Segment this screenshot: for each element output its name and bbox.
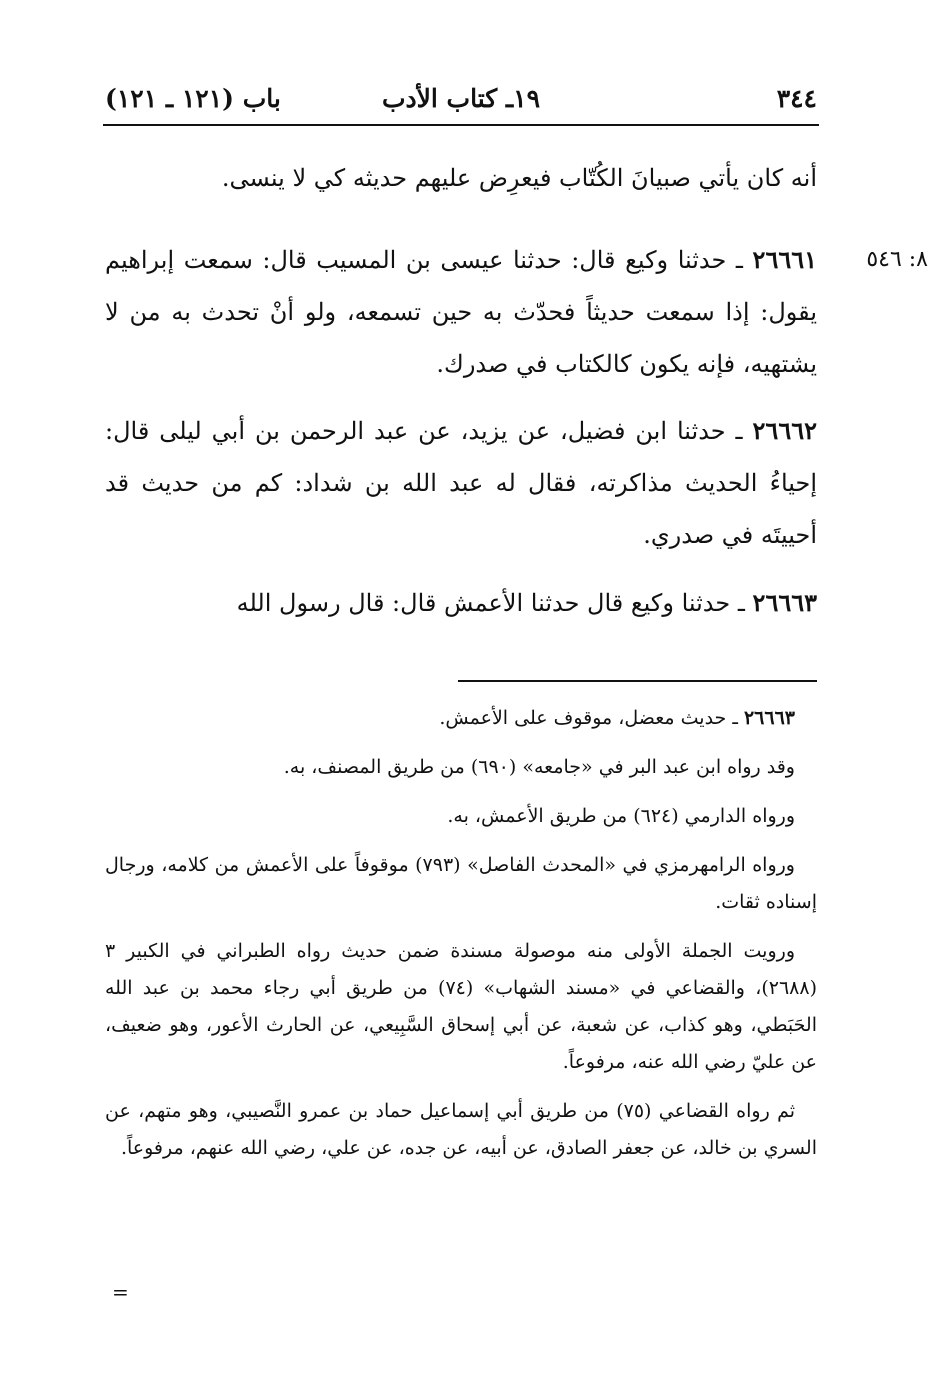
footnote <box>105 700 817 737</box>
footnote-text: ورواه الرامهرمزي في «المحدث الفاصل» (٧٩٣) موقوفاً على الأعمش من كلامه، ورجال إسناده ثقات. <box>105 854 817 913</box>
footnote <box>105 847 817 921</box>
footnote-number: ٢٦٦٦٣ <box>743 707 795 729</box>
footnote-text: ورواه الدارمي (٦٢٤) من طريق الأعمش، به. <box>447 805 795 827</box>
continuation-paragraph <box>105 152 817 204</box>
footnote-text: ورويت الجملة الأولى منه موصولة مسندة ضمن حديث رواه الطبراني في الكبير ٣ (٢٦٨٨)، والقضاعي في «مسند الشهاب» (٧٤) من طريق أبي رجاء محمد بن عبد الله الحَبَطي، وهو كذاب، عن شعبة، عن أبي إسحاق السَّبِيعي، عن الحارث الأعور، وهو ضعيف، عن عليّ رضي الله عنه، مرفوعاً. <box>105 940 817 1073</box>
footnote-text: وقد رواه ابن عبد البر في «جامعه» (٦٩٠) من طريق المصنف، به. <box>283 756 795 778</box>
footnote <box>105 1093 817 1167</box>
continuation-mark: = <box>112 1280 129 1304</box>
hadith-paragraph <box>105 405 817 561</box>
footnote <box>105 798 817 835</box>
book-title: ١٩ـ كتاب الأدب <box>381 84 541 113</box>
header-rule <box>103 124 819 126</box>
hadith-number: ٢٦٦٦١ <box>752 245 817 274</box>
hadith-number: ٢٦٦٦٣ <box>752 588 817 617</box>
hadith-text: ـ حدثنا ابن فضيل، عن يزيد، عن عبد الرحمن بن أبي ليلى قال: إحياءُ الحديث مذاكرته، فقال له عبد الله بن شداد: كم من حديث قد أحييتَه في صدري. <box>105 417 817 549</box>
continuation-text: أنه كان يأتي صبيانَ الكُتّاب فيعرِض عليهم حديثه كي لا ينسى. <box>221 164 817 192</box>
chapter-range: باب (١٢١ ـ ١٢١) <box>105 84 281 113</box>
hadith-number: ٢٦٦٦٢ <box>752 416 817 445</box>
footnote-rule <box>458 680 817 682</box>
footnote <box>105 933 817 1081</box>
hadith-paragraph <box>105 577 817 629</box>
footnote-text: ـ حديث معضل، موقوف على الأعمش. <box>439 707 738 729</box>
page-number: ٣٤٤ <box>776 84 817 113</box>
running-header <box>105 80 817 120</box>
footnotes <box>105 700 817 1179</box>
hadith-text: ـ حدثنا وكيع قال: حدثنا عيسى بن المسيب قال: سمعت إبراهيم يقول: إذا سمعت حديثاً فحدّث به حين تسمعه، ولو أنْ تحدث به من لا يشتهيه، فإنه يكون كالكتاب في صدرك. <box>105 246 817 378</box>
footnote <box>105 749 817 786</box>
margin-reference: ٨: ٥٤٦ <box>866 247 928 272</box>
hadith-text: ـ حدثنا وكيع قال حدثنا الأعمش قال: قال رسول الله <box>236 589 745 617</box>
hadith-paragraph <box>105 234 817 390</box>
footnote-text: ثم رواه القضاعي (٧٥) من طريق أبي إسماعيل حماد بن عمرو النَّصيبي، وهو متهم، عن السري بن خالد، عن جعفر الصادق، عن أبيه، عن جده، عن علي، رضي الله عنهم، مرفوعاً. <box>105 1100 817 1159</box>
